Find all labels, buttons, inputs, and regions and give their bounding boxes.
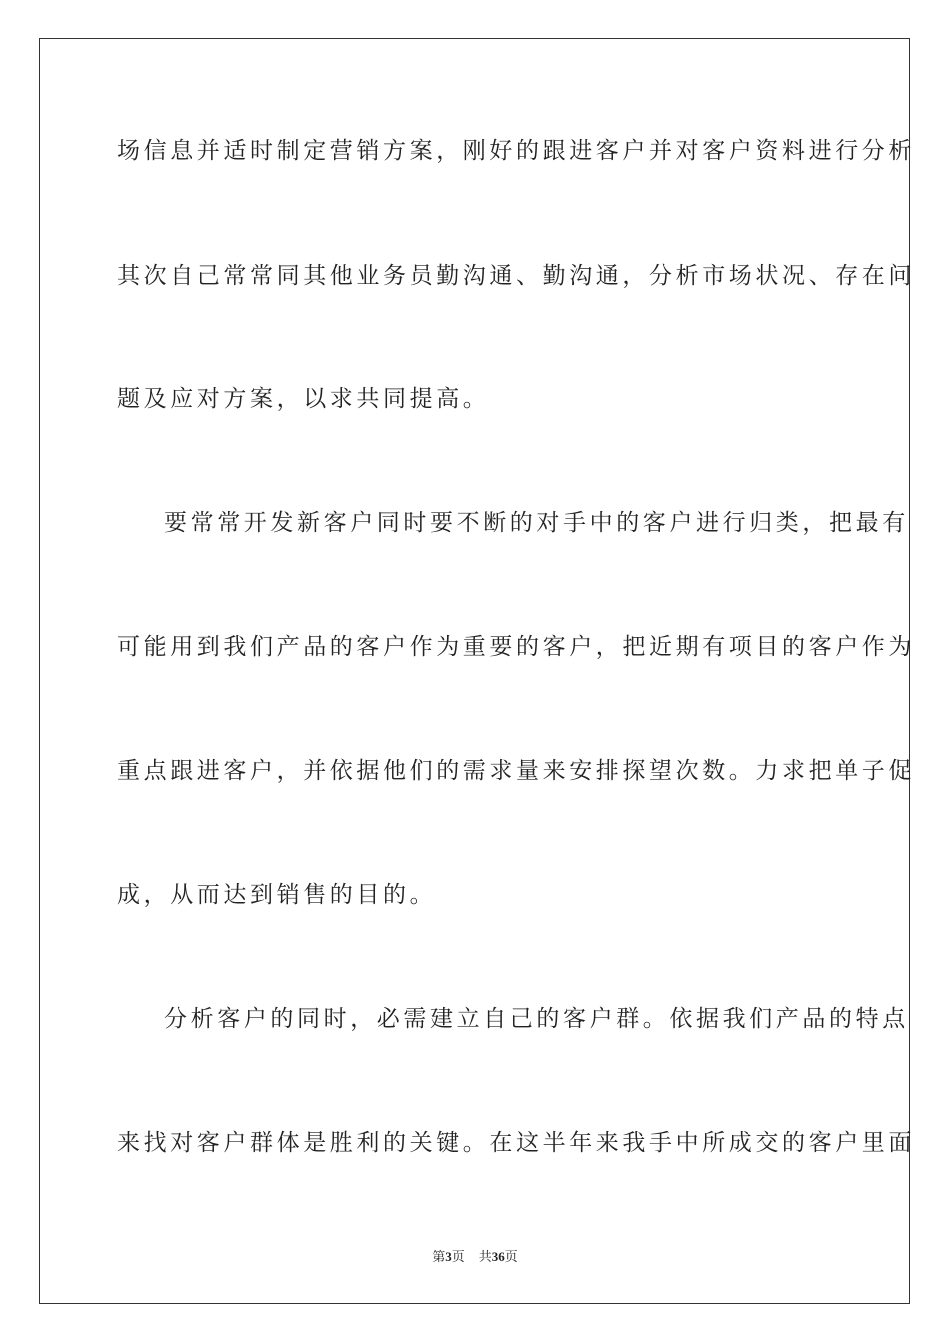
paragraph-first-line: 分析客户的同时，必需建立自己的客户群。依据我们产品的特点: [164, 1006, 909, 1032]
text-line: 来找对客户群体是胜利的关键。在这半年来我手中所成交的客户里面: [117, 1130, 915, 1156]
text-line: 场信息并适时制定营销方案，刚好的跟进客户并对客户资料进行分析: [117, 138, 915, 164]
text-line: 重点跟进客户，并依据他们的需求量来安排探望次数。力求把单子促: [117, 758, 915, 784]
total-label-suffix: 页: [504, 1250, 518, 1265]
total-label-prefix: 共: [478, 1250, 492, 1265]
text-line: 题及应对方案，以求共同提高。: [117, 386, 490, 412]
text-line: 其次自己常常同其他业务员勤沟通、勤沟通，分析市场状况、存在问: [117, 263, 915, 289]
page-footer: [0, 1248, 950, 1267]
page-label-prefix: 第: [432, 1250, 446, 1265]
text-line: 成，从而达到销售的目的。: [117, 882, 437, 908]
paragraph-first-line: 要常常开发新客户同时要不断的对手中的客户进行归类，把最有: [164, 510, 909, 536]
text-line: 可能用到我们产品的客户作为重要的客户，把近期有项目的客户作为: [117, 634, 915, 660]
page-label-suffix: 页: [451, 1250, 465, 1265]
page-border: [39, 38, 915, 1304]
page-number: 3: [445, 1249, 452, 1264]
total-pages: 36: [491, 1249, 505, 1264]
